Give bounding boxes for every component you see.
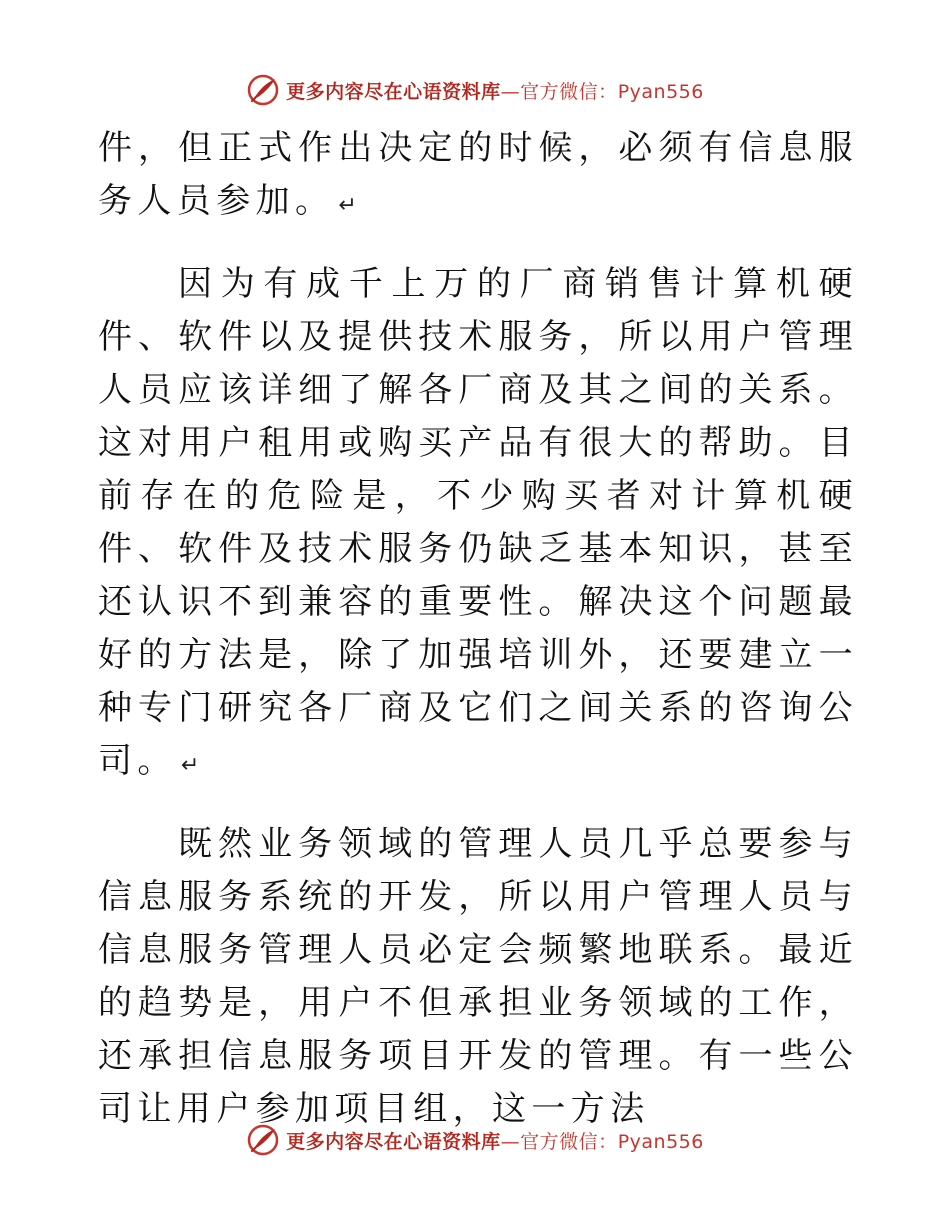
header-brand: 更多内容尽在心语资料库 (286, 80, 501, 103)
quill-logo-icon (246, 73, 280, 107)
header-watermark (0, 70, 950, 110)
paragraph-3 (98, 818, 858, 1136)
footer-brand: 更多内容尽在心语资料库 (286, 1130, 501, 1153)
footer-separator: — (500, 1130, 521, 1153)
paragraph-2 (98, 258, 858, 792)
footer-watermark (0, 1120, 950, 1160)
paragraph-mark-icon: ↵ (180, 753, 200, 778)
footer-text (286, 1127, 704, 1154)
quill-logo-icon (246, 1123, 280, 1157)
paragraph-1-text: 件，但正式作出决定的时候，必须有信息服务人员参加。 (98, 128, 858, 221)
footer-contact-id: Pyan556 (617, 1130, 704, 1153)
document-body (98, 122, 858, 1136)
header-contact-label: 官方微信： (520, 80, 618, 103)
header-contact-id: Pyan556 (617, 80, 704, 103)
paragraph-1 (98, 122, 858, 232)
header-separator: — (500, 80, 521, 103)
paragraph-2-text: 因为有成千上万的厂商销售计算机硬件、软件以及提供技术服务，所以用户管理人员应该详细了解各厂商及其之间的关系。这对用户租用或购买产品有很大的帮助。目前存在的危险是，不少购买者对计算机硬件、软件及技术服务仍缺乏基本知识，甚至还认识不到兼容的重要性。解决这个问题最好的方法是，除了加强培训外，还要建立一种专门研究各厂商及它们之间关系的咨询公司。 (98, 264, 858, 781)
header-text (286, 77, 704, 104)
footer-contact-label: 官方微信： (520, 1130, 618, 1153)
paragraph-mark-icon: ↵ (338, 193, 357, 218)
paragraph-3-text: 既然业务领域的管理人员几乎总要参与信息服务系统的开发，所以用户管理人员与信息服务管理人员必定会频繁地联系。最近的趋势是，用户不但承担业务领域的工作，还承担信息服务项目开发的管理。有一些公司让用户参加项目组，这一方法 (98, 824, 858, 1129)
